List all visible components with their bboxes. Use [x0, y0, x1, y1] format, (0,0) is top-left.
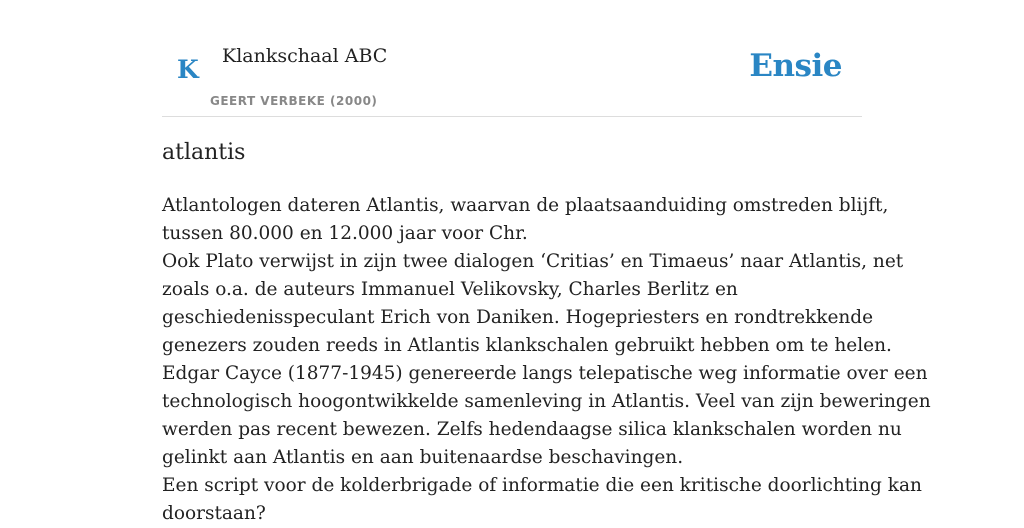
entry-body	[162, 192, 931, 528]
entry-title: atlantis	[162, 140, 246, 165]
body-line: Een script voor de kolderbrigade of informatie die een kritische doorlichting kan	[162, 475, 922, 496]
header	[162, 0, 862, 117]
book-author: GEERT VERBEKE (2000)	[210, 94, 378, 108]
book-icon[interactable]: K	[177, 55, 199, 84]
body-line: zoals o.a. de auteurs Immanuel Velikovsky, Charles Berlitz en	[162, 279, 738, 300]
body-line: werden pas recent bewezen. Zelfs hedendaagse silica klankschalen worden nu	[162, 419, 902, 440]
body-line: gelinkt aan Atlantis en aan buitenaardse beschavingen.	[162, 447, 684, 468]
body-line: tussen 80.000 en 12.000 jaar voor Chr.	[162, 223, 528, 244]
body-line: doorstaan?	[162, 503, 266, 524]
body-line: geschiedenisspeculant Erich von Daniken. Hogepriesters en rondtrekkende	[162, 307, 874, 328]
body-line: Atlantologen dateren Atlantis, waarvan de plaatsaanduiding omstreden blijft,	[162, 195, 889, 216]
body-line: Edgar Cayce (1877-1945) genereerde langs telepatische weg informatie over een	[162, 363, 928, 384]
page	[162, 0, 931, 524]
ensie-logo-link[interactable]: Ensie	[749, 48, 842, 84]
book-title-link[interactable]: Klankschaal ABC	[222, 45, 388, 67]
body-line: genezers zouden reeds in Atlantis klankschalen gebruikt hebben om te helen.	[162, 335, 892, 356]
body-line: technologisch hoogontwikkelde samenleving in Atlantis. Veel van zijn beweringen	[162, 391, 931, 412]
body-line: Ook Plato verwijst in zijn twee dialogen ‘Critias’ en Timaeus’ naar Atlantis, net	[162, 251, 904, 272]
